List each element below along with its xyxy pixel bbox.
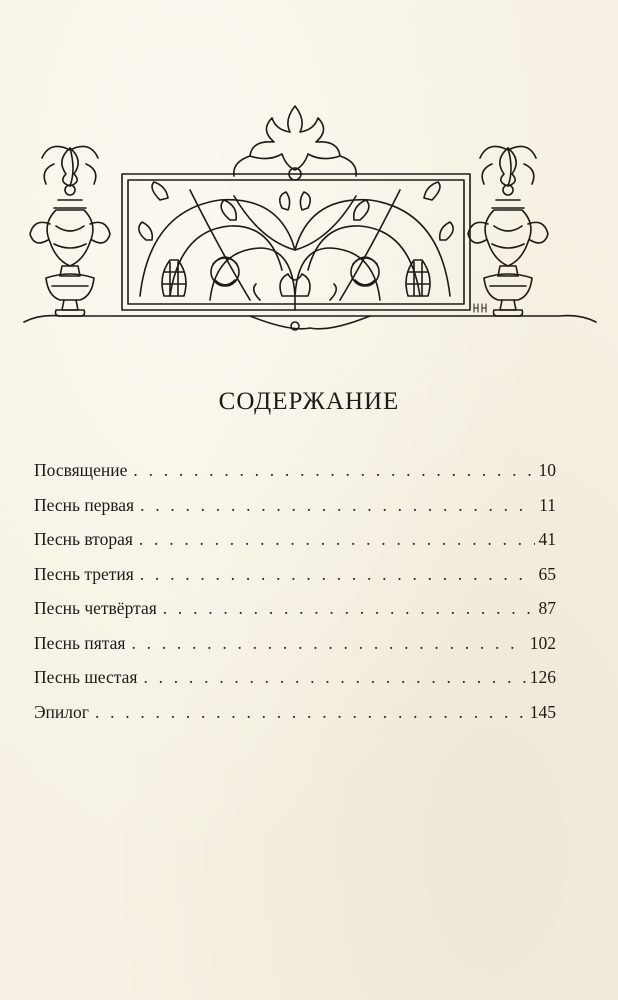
toc-entry[interactable] [34, 702, 556, 737]
toc-entry-title: Песнь пятая [34, 632, 126, 653]
toc-entry-page: 126 [529, 667, 556, 687]
toc-entry-title: Песнь третия [34, 563, 134, 584]
central-panel-ornament [122, 106, 470, 310]
toc-entry-title: Песнь вторая [34, 529, 133, 549]
toc-entry-page: 10 [538, 460, 556, 480]
dot-leader [133, 460, 534, 481]
toc-entry-page: 11 [539, 494, 556, 515]
toc-entry-title: Песнь первая [34, 494, 135, 515]
toc-entry-title: Эпилог [34, 701, 89, 722]
toc-entry[interactable] [34, 667, 556, 702]
contents-heading: СОДЕРЖАНИЕ [218, 388, 400, 415]
dot-leader [140, 564, 535, 585]
toc-entry[interactable] [34, 598, 556, 633]
toc-entry-page: 87 [538, 598, 556, 618]
toc-entry-title: Песнь четвёртая [34, 598, 157, 618]
dot-leader [139, 529, 535, 550]
dot-leader [140, 495, 535, 516]
toc-entry[interactable] [34, 529, 556, 564]
toc-entry[interactable] [34, 564, 556, 599]
toc-entry-page: 41 [538, 529, 556, 549]
left-vase-ornament [30, 146, 110, 316]
dot-leader [95, 702, 526, 723]
toc-entry[interactable] [34, 633, 556, 668]
toc-entry[interactable] [34, 460, 556, 495]
toc-entry-title: Посвящение [34, 460, 128, 480]
toc-entry[interactable] [34, 495, 556, 530]
toc-entry-page: 102 [529, 632, 556, 653]
right-vase-ornament [468, 146, 548, 316]
dot-leader [131, 633, 525, 654]
dot-leader [143, 667, 525, 688]
toc-entry-title: Песнь шестая [34, 667, 138, 687]
table-of-contents [34, 460, 556, 736]
dot-leader [163, 598, 535, 619]
toc-entry-page: 145 [529, 701, 556, 722]
toc-entry-page: 65 [538, 563, 556, 584]
floral-ornament-header [20, 100, 600, 335]
